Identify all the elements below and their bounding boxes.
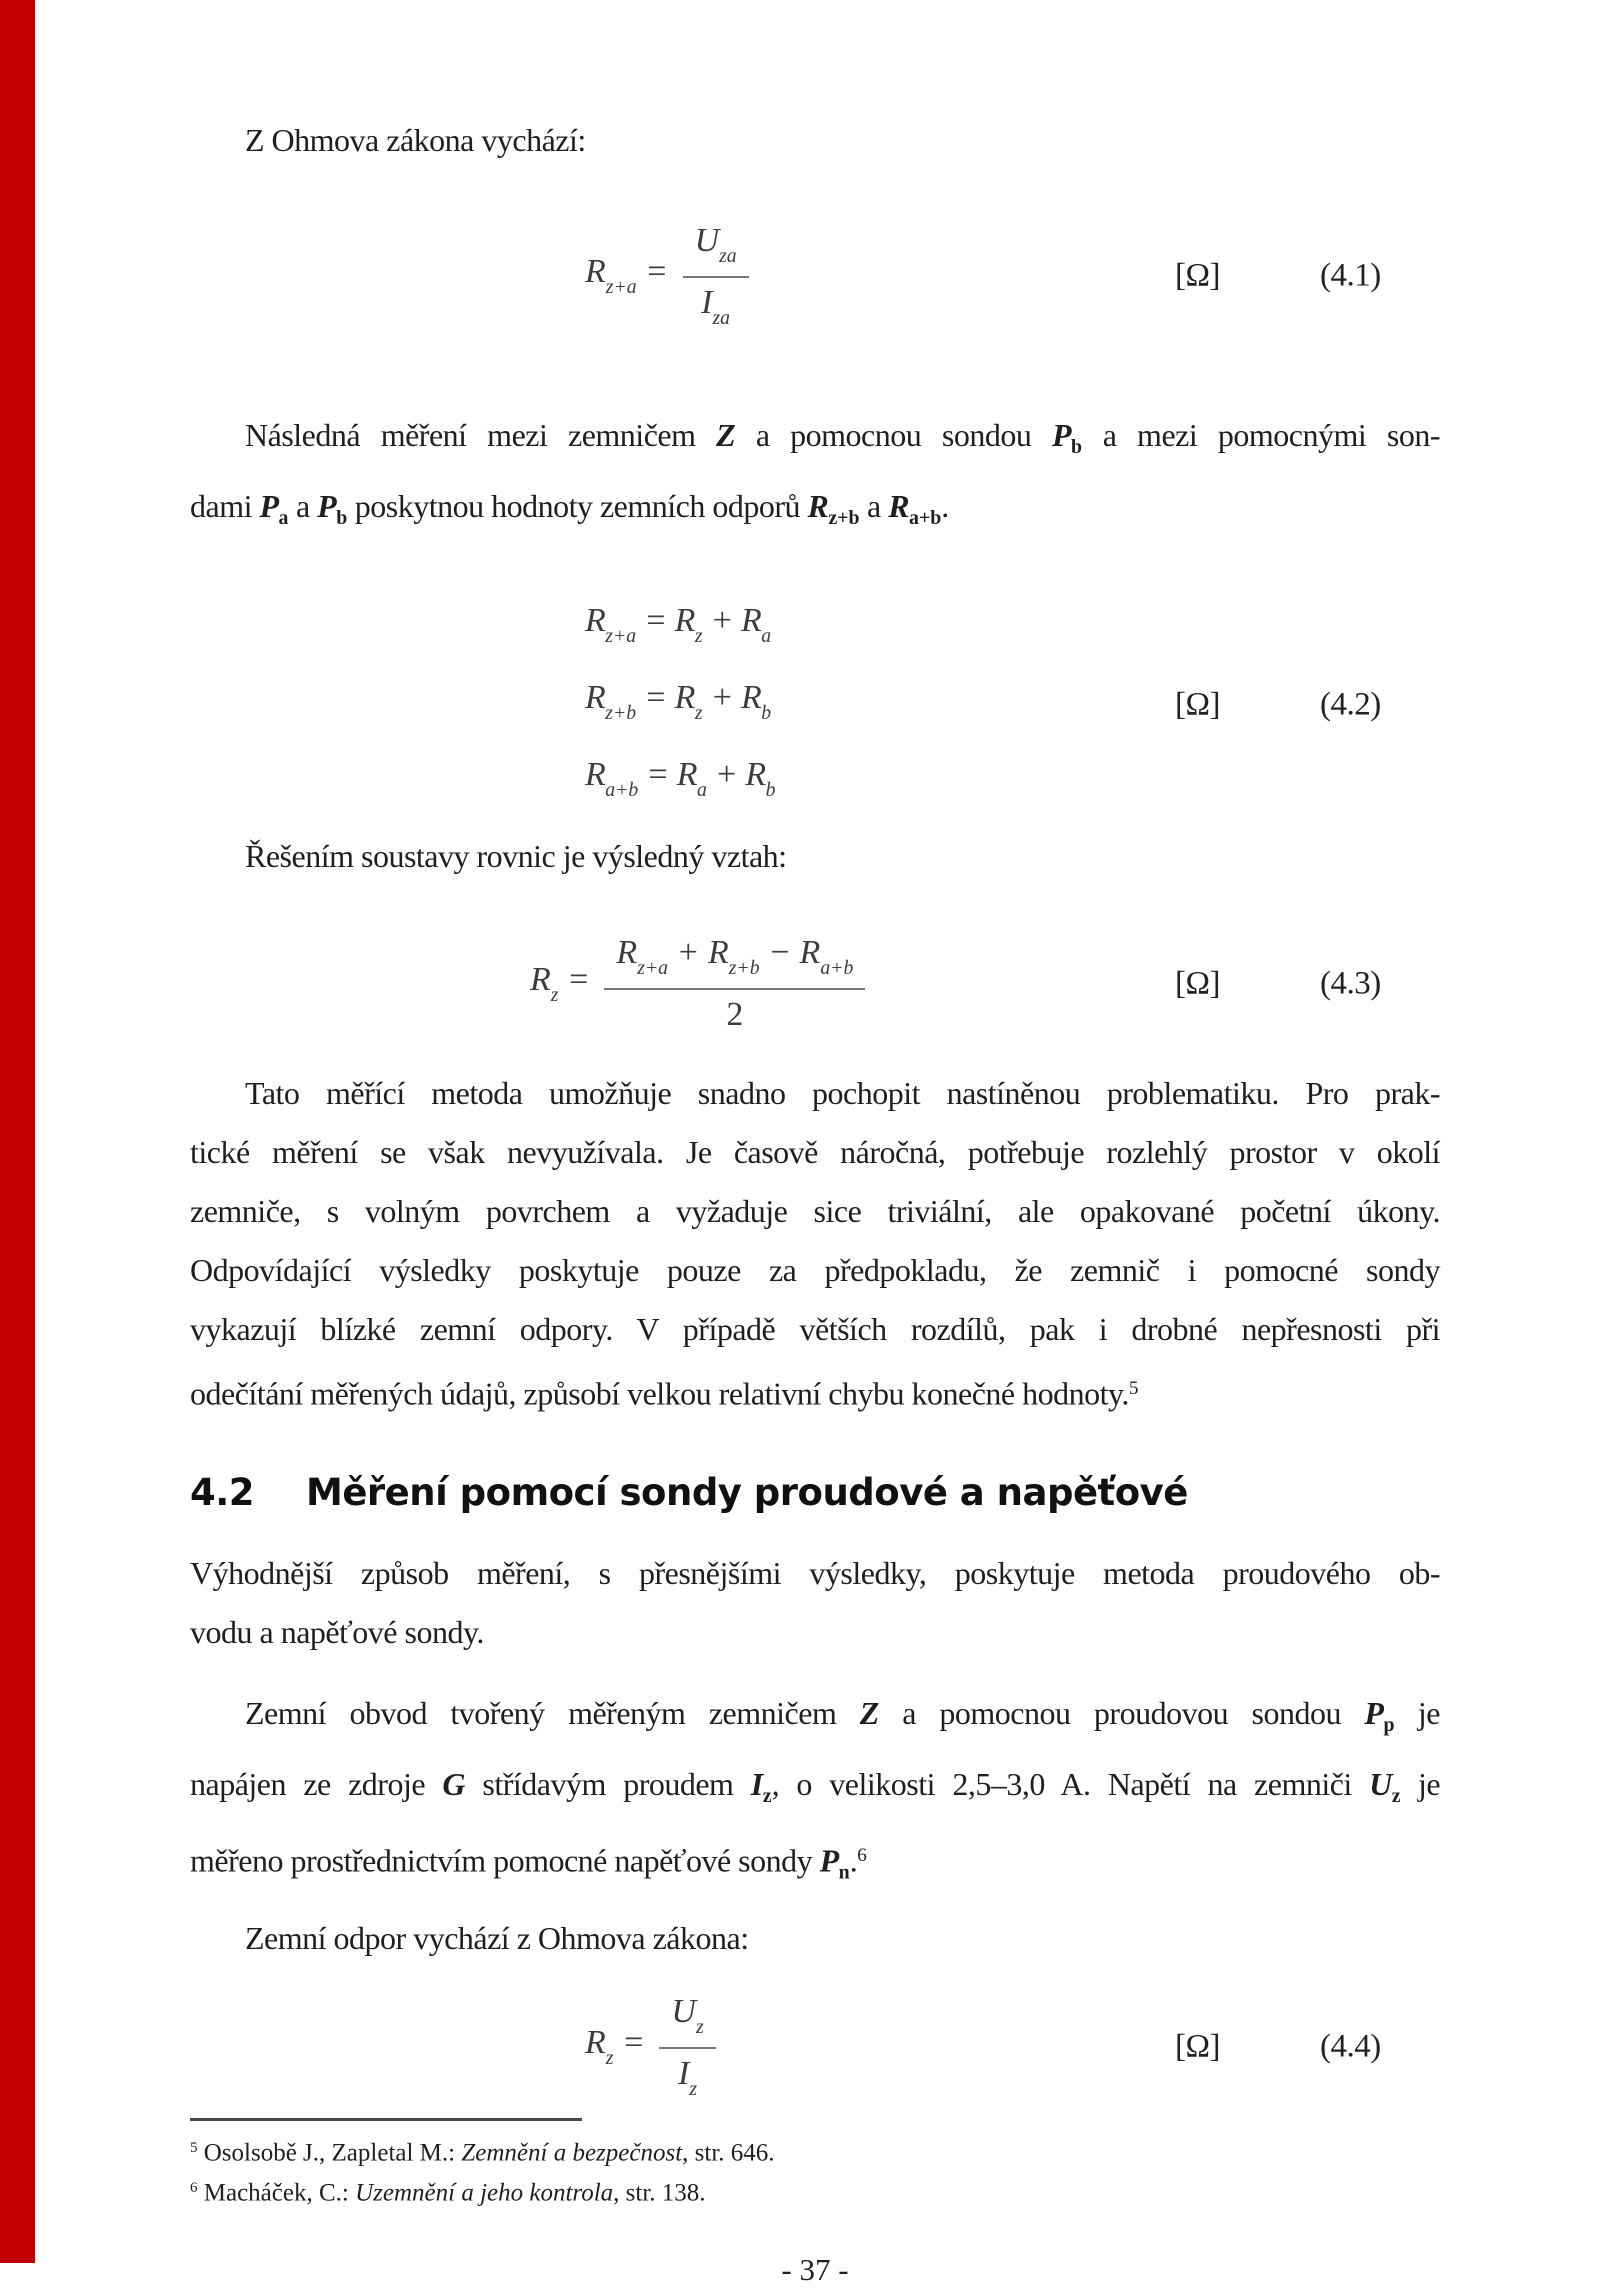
text-segment: U bbox=[694, 222, 720, 260]
text-segment: I bbox=[678, 2055, 690, 2093]
text-segment: Výhodnější způsob měření, s přesnějšími výsledky, poskytuje metoda proudového ob- bbox=[190, 1554, 1440, 1591]
text-segment: Následná měření mezi zemničem bbox=[245, 417, 717, 453]
text-line bbox=[190, 1064, 1440, 1123]
text-segment: a bbox=[278, 506, 289, 529]
intro-paragraph bbox=[190, 118, 1440, 162]
text-segment: 6 bbox=[857, 1844, 867, 1866]
equation-4-2 bbox=[190, 600, 1440, 811]
text-segment: = bbox=[638, 755, 677, 793]
text-segment: Odpovídající výsledky poskytuje pouze za předpokladu, že zemnič i pomocné sondy bbox=[190, 1252, 1440, 1289]
text-segment: U bbox=[1369, 1765, 1392, 1802]
text-segment: z bbox=[605, 2047, 614, 2070]
text-line bbox=[190, 1123, 1440, 1182]
text-segment: měřeno prostřednictvím pomocné napěťové sondy bbox=[190, 1842, 820, 1879]
text-line bbox=[190, 1359, 1440, 1424]
text-segment: střídavým proudem bbox=[465, 1765, 751, 1802]
text-segment: R bbox=[674, 678, 695, 716]
text-line bbox=[190, 1755, 1440, 1826]
equation-number: (4.1) bbox=[1320, 257, 1381, 294]
equation-line bbox=[585, 677, 1440, 734]
body-paragraph bbox=[190, 1064, 1440, 1424]
equation-unit: [Ω] bbox=[1175, 2028, 1221, 2065]
fraction-denominator bbox=[701, 278, 730, 330]
text-segment: n bbox=[838, 1861, 850, 1884]
equation-line bbox=[585, 754, 1440, 811]
text-segment: Řešením soustavy rovnic je výsledný vztah: bbox=[245, 838, 787, 875]
equation-number: (4.4) bbox=[1320, 2028, 1381, 2065]
text-segment: = bbox=[636, 253, 677, 291]
text-segment: Zemní obvod tvořený měřeným zemničem bbox=[245, 1694, 860, 1731]
text-segment: z+b bbox=[728, 957, 760, 980]
text-segment: Tato měřící metoda umožňuje snadno pochopit nastíněnou problematiku. Pro prak- bbox=[245, 1075, 1440, 1112]
text-segment: z bbox=[689, 2078, 698, 2101]
text-segment: a bbox=[288, 487, 318, 524]
text-segment: a bbox=[859, 487, 889, 524]
text-segment: R bbox=[616, 934, 638, 972]
text-segment: R bbox=[745, 755, 766, 793]
fraction-numerator bbox=[683, 222, 749, 278]
body-paragraph bbox=[190, 406, 1440, 548]
footnote bbox=[190, 2171, 1440, 2210]
body-paragraph bbox=[190, 1916, 1440, 1960]
text-segment: z bbox=[695, 2016, 704, 2039]
text-segment: 2 bbox=[726, 996, 744, 1034]
text-line bbox=[190, 1684, 1440, 1755]
text-line bbox=[190, 1916, 1440, 1960]
equation-system bbox=[585, 600, 1440, 811]
text-segment: za bbox=[719, 245, 737, 267]
text-segment: a pomocnou proudovou sondou bbox=[878, 1694, 1365, 1731]
equation-4-4 bbox=[190, 1982, 1440, 2112]
text-segment: a bbox=[697, 778, 707, 801]
text-segment: = bbox=[558, 961, 599, 999]
text-segment: R bbox=[740, 678, 762, 716]
text-segment: a mezi pomocnými son- bbox=[1082, 417, 1441, 453]
text-segment: R bbox=[676, 755, 698, 793]
fraction bbox=[604, 934, 865, 1034]
text-line bbox=[190, 477, 1440, 548]
text-segment: b bbox=[1071, 435, 1083, 458]
text-segment: dami bbox=[190, 487, 260, 524]
text-segment: a+b bbox=[820, 957, 854, 980]
text-segment: + bbox=[702, 601, 741, 639]
text-segment: R bbox=[674, 601, 695, 639]
text-line bbox=[190, 1544, 1440, 1603]
text-segment: Z Ohmova zákona vychází: bbox=[245, 122, 586, 158]
fraction-numerator bbox=[659, 1993, 715, 2049]
text-segment: z+a bbox=[605, 624, 637, 647]
equation-4-1 bbox=[190, 192, 1440, 360]
equation-lhs bbox=[530, 961, 598, 1007]
text-segment: = bbox=[636, 601, 675, 639]
equation-unit: [Ω] bbox=[1175, 686, 1221, 723]
text-segment: z bbox=[694, 701, 703, 724]
text-segment: R bbox=[585, 253, 606, 291]
equation-number: (4.3) bbox=[1320, 965, 1381, 1002]
fraction-numerator bbox=[604, 934, 865, 990]
text-segment: P bbox=[1364, 1694, 1384, 1731]
text-segment: R bbox=[585, 2024, 606, 2062]
text-segment: R bbox=[585, 601, 606, 639]
text-segment: z+a bbox=[605, 275, 637, 298]
text-segment: R bbox=[740, 601, 762, 639]
text-segment: za bbox=[712, 306, 731, 329]
text-segment: U bbox=[671, 1993, 696, 2031]
text-segment: 6 bbox=[190, 2179, 198, 2196]
text-segment: . bbox=[849, 1842, 858, 1879]
equation-body bbox=[585, 222, 749, 330]
text-segment: z bbox=[1391, 1784, 1401, 1807]
text-segment: Macháček, C.: bbox=[197, 2178, 356, 2206]
text-segment: zemniče, s volným povrchem a vyžaduje sice triviální, ale opakované početní úkony. bbox=[190, 1193, 1440, 1230]
footnotes bbox=[190, 2131, 1440, 2210]
fraction-denominator bbox=[678, 2049, 697, 2101]
footnote bbox=[190, 2131, 1440, 2170]
text-segment: je bbox=[1394, 1694, 1441, 1731]
text-segment: vodu a napěťové sondy. bbox=[190, 1613, 484, 1650]
equation-line bbox=[585, 600, 1440, 657]
text-line bbox=[190, 1603, 1440, 1662]
text-line bbox=[190, 834, 1440, 878]
text-segment: P bbox=[259, 487, 279, 524]
heading-title: Měření pomocí sondy proudové a napěťové bbox=[306, 1470, 1188, 1514]
body-paragraph bbox=[190, 1544, 1440, 1662]
equation-number: (4.2) bbox=[1320, 686, 1381, 723]
page-number: - 37 - bbox=[781, 2251, 849, 2287]
text-segment: = bbox=[613, 2024, 654, 2062]
text-line bbox=[190, 1826, 1440, 1902]
heading-number: 4.2 bbox=[190, 1470, 255, 1514]
equation-body bbox=[585, 1993, 716, 2101]
text-segment: R bbox=[530, 961, 551, 999]
text-segment: poskytnou hodnoty zemních odporů bbox=[347, 487, 808, 524]
text-segment: z+b bbox=[605, 701, 637, 724]
text-segment: z bbox=[550, 984, 559, 1007]
text-segment: R bbox=[799, 934, 821, 972]
text-segment: R bbox=[707, 934, 729, 972]
text-line bbox=[190, 1300, 1440, 1359]
text-segment: Zemnění a bezpečnost bbox=[461, 2139, 683, 2167]
text-segment: Uzemnění a jeho kontrola bbox=[355, 2178, 614, 2206]
text-segment: vykazují blízké zemní odpory. V případě větších rozdílů, pak i drobné nepřesnosti při bbox=[190, 1311, 1440, 1348]
text-segment: Z bbox=[716, 417, 736, 453]
text-segment: a pomocnou sondou bbox=[735, 417, 1052, 453]
text-segment: Osolsobě J., Zapletal M.: bbox=[197, 2139, 462, 2167]
text-segment: − bbox=[759, 934, 800, 972]
text-segment: P bbox=[1052, 417, 1072, 453]
equation-4-3 bbox=[190, 904, 1440, 1064]
text-segment: a+b bbox=[605, 778, 639, 801]
body-paragraph bbox=[190, 1684, 1440, 1902]
fraction bbox=[683, 222, 749, 330]
equation-unit: [Ω] bbox=[1175, 257, 1221, 294]
text-segment: z+b bbox=[828, 506, 860, 529]
equation-body bbox=[530, 934, 865, 1034]
text-segment: + bbox=[668, 934, 708, 972]
text-segment: = bbox=[636, 678, 675, 716]
text-segment: P bbox=[317, 487, 337, 524]
text-segment: p bbox=[1383, 1713, 1395, 1736]
text-segment: b bbox=[761, 701, 772, 724]
text-segment: + bbox=[702, 678, 741, 716]
footnote-separator bbox=[190, 2118, 582, 2121]
text-segment: z bbox=[762, 1784, 772, 1807]
text-segment: Z bbox=[859, 1694, 879, 1731]
text-segment: a+b bbox=[909, 506, 942, 529]
text-line bbox=[190, 118, 1440, 162]
equation-lhs bbox=[585, 2024, 653, 2070]
text-segment: R bbox=[807, 487, 829, 524]
text-segment: z+a bbox=[637, 957, 669, 980]
body-paragraph bbox=[190, 834, 1440, 878]
text-segment: b bbox=[765, 778, 776, 801]
text-segment: b bbox=[336, 506, 348, 529]
text-segment: I bbox=[750, 1765, 763, 1802]
text-segment: Zemní odpor vychází z Ohmova zákona: bbox=[245, 1920, 749, 1957]
text-segment: 5 bbox=[190, 2140, 198, 2157]
text-line bbox=[190, 1241, 1440, 1300]
text-line bbox=[190, 1182, 1440, 1241]
text-segment: R bbox=[888, 487, 910, 524]
text-segment: , str. 646. bbox=[682, 2139, 775, 2167]
text-segment: a bbox=[761, 624, 772, 647]
text-segment: I bbox=[701, 284, 713, 321]
section-heading bbox=[190, 1468, 1440, 1518]
text-line bbox=[190, 406, 1440, 477]
text-segment: G bbox=[442, 1765, 466, 1802]
text-segment: odečítání měřených údajů, způsobí velkou relativní chybu konečné hodnoty. bbox=[190, 1375, 1129, 1412]
text-segment: , str. 138. bbox=[613, 2178, 706, 2206]
equation-unit: [Ω] bbox=[1175, 965, 1221, 1002]
text-segment: napájen ze zdroje bbox=[190, 1765, 443, 1802]
text-segment: + bbox=[706, 755, 746, 793]
equation-lhs bbox=[585, 253, 677, 299]
fraction-denominator bbox=[726, 990, 743, 1034]
text-segment: 5 bbox=[1128, 1378, 1139, 1400]
text-segment: je bbox=[1400, 1765, 1441, 1802]
text-segment: tické měření se však nevyužívala. Je časově náročná, potřebuje rozlehlý prostor v okolí bbox=[190, 1134, 1440, 1171]
text-segment: R bbox=[585, 678, 606, 716]
fraction bbox=[659, 1993, 715, 2101]
text-segment: P bbox=[819, 1842, 839, 1879]
text-segment: , o velikosti 2,5–3,0 A. Napětí na zemniči bbox=[771, 1765, 1370, 1802]
text-segment: R bbox=[585, 755, 606, 793]
text-segment: z bbox=[694, 624, 703, 647]
text-segment: . bbox=[941, 487, 949, 524]
